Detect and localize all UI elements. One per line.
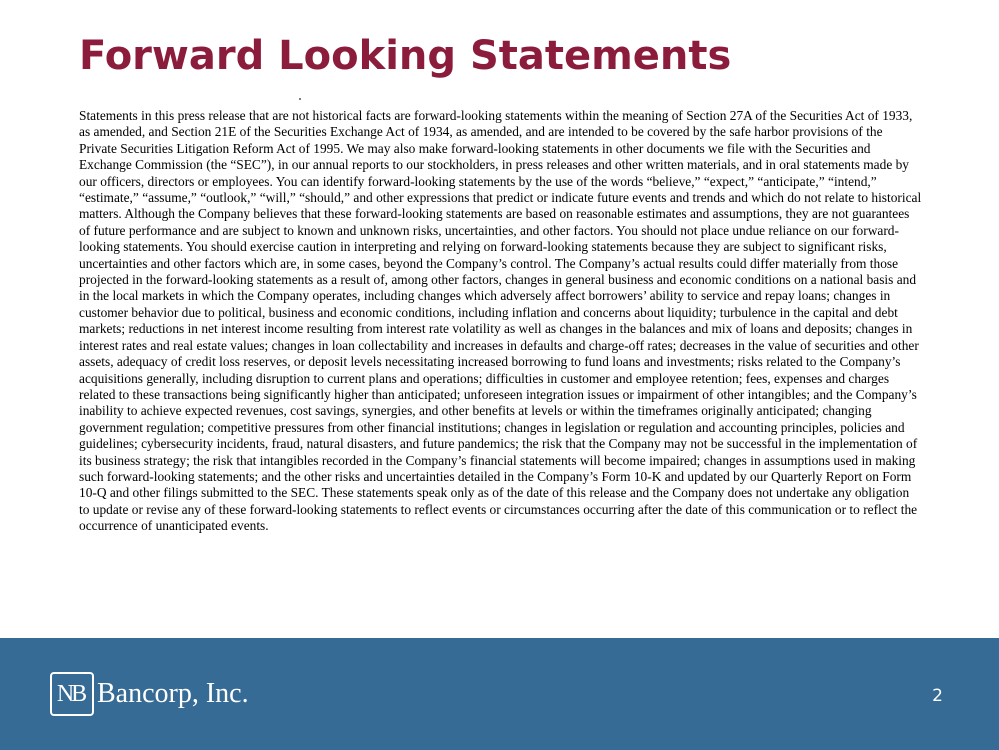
company-logo bbox=[50, 669, 249, 719]
footer-bar bbox=[0, 638, 999, 750]
logo-company-name: Bancorp, Inc. bbox=[97, 678, 249, 709]
page-number: 2 bbox=[932, 686, 943, 706]
logo-mark: NB bbox=[50, 672, 94, 716]
forward-looking-statements-text: Statements in this press release that are not historical facts are forward-looking statements within the meaning of Section 27A of the Securities Act of 1933, as amended, and Section 21E of the Securities Exchange Act of 1934, as amended, and are intended to be covered by the safe harbor provisions of the Private Securities Litigation Reform Act of 1995. We may also make forward-looking statements in other documents we file with the Securities and Exchange Commission (the “SEC”), in our annual reports to our stockholders, in press releases and other written materials, and in oral statements made by our officers, directors or employees. You can identify forward-looking statements by the use of the words “believe,” “expect,” “anticipate,” “intend,” “estimate,” “assume,” “outlook,” “will,” “should,” and other expressions that predict or indicate future events and trends and which do not relate to historical matters. Although the Company believes that these forward-looking statements are based on reasonable estimates and assumptions, they are not guarantees of future performance and are subject to known and unknown risks, uncertainties, and other factors. You should not place undue reliance on our forward-looking statements. You should exercise caution in interpreting and relying on forward-looking statements because they are subject to significant risks, uncertainties and other factors which are, in some cases, beyond the Company’s control. The Company’s actual results could differ materially from those projected in the forward-looking statements as a result of, among other factors, changes in general business and economic conditions on a national basis and in the local markets in which the Company operates, including changes which adversely affect borrowers’ ability to service and repay loans; changes in customer behavior due to political, business and economic conditions, including inflation and concerns about liquidity; turbulence in the capital and debt markets; reductions in net interest income resulting from interest rate volatility as well as changes in the balances and mix of loans and deposits; changes in interest rates and real estate values; changes in loan collectability and increases in defaults and charge-off rates; decreases in the value of securities and other assets, adequacy of credit loss reserves, or deposit levels necessitating increased borrowing to fund loans and investments; risks related to the Company’s acquisitions generally, including disruption to current plans and operations; difficulties in customer and employee retention; fees, expenses and charges related to these transactions being significantly higher than anticipated; unforeseen integration issues or impairment of other intangibles; and the Company’s inability to achieve expected revenues, cost savings, synergies, and other benefits at levels or within the timeframes originally anticipated; changing government regulation; competitive pressures from other financial institutions; changes in legislation or regulation and accounting principles, policies and guidelines; cybersecurity incidents, fraud, natural disasters, and future pandemics; the risk that the Company may not be successful in the implementation of its business strategy; the risk that intangibles recorded in the Company’s financial statements will become impaired; changes in assumptions used in making such forward-looking statements; and the other risks and uncertainties detailed in the Company’s Form 10-K and updated by our Quarterly Report on Form 10-Q and other filings submitted to the SEC. These statements speak only as of the date of this release and the Company does not undertake any obligation to update or revise any of these forward-looking statements to reflect events or circumstances occurring after the date of this communication or to reflect the occurrence of unanticipated events. bbox=[79, 108, 922, 534]
stray-dot bbox=[299, 98, 301, 100]
slide-title: Forward Looking Statements bbox=[79, 33, 732, 79]
